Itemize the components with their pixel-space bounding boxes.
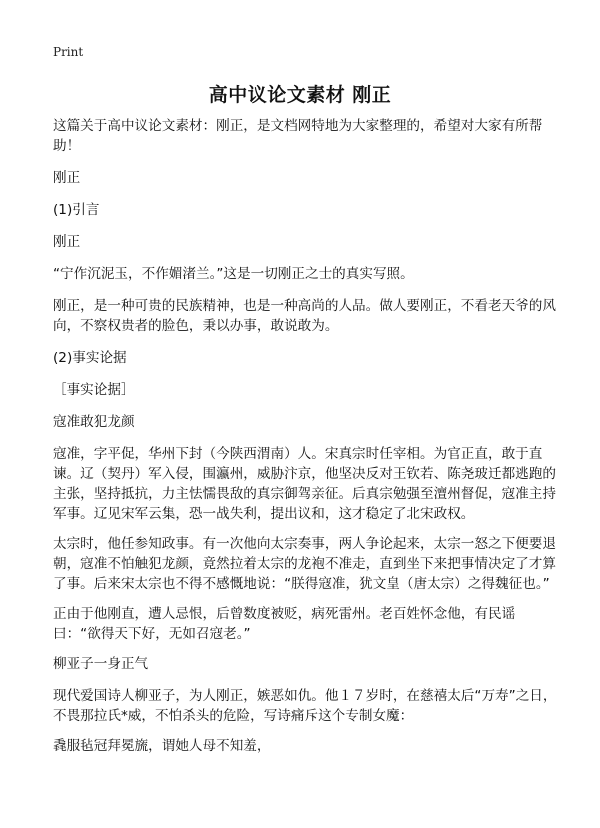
document-body: [53, 116, 558, 768]
subheading-kouzhun: 寇准敢犯龙颜: [53, 414, 135, 430]
section-heading-facts: (2)事实论据: [53, 350, 127, 366]
topic-heading: 刚正: [53, 170, 81, 186]
body-paragraph: 正由于他刚直，遭人忌恨，后曾数度被贬，病死雷州。老百姓怀念他，有民谣曰：“欲得天下好，无如召寇老。”: [53, 606, 516, 642]
page-title: 高中议论文素材 刚正: [208, 84, 392, 106]
topic-heading: 刚正: [53, 234, 81, 250]
body-paragraph: 现代爱国诗人柳亚子，为人刚正，嫉恶如仇。他１７岁时，在慈禧太后“万寿”之日，不畏那拉氏*威，不怕杀头的危险，写诗痛斥这个专制女魔：: [53, 688, 557, 724]
bracket-heading: ［事实论据］: [53, 382, 135, 398]
body-paragraph: 寇准，字平促，华州下封（今陕西渭南）人。宋真宗时任宰相。为官正直，敢于直谏。辽（契丹）军入侵，围瀛州，威胁汴京，他坚决反对王钦若、陈尧玻迁都逃跑的主张，坚持抵抗，力主怯懦畏敌的真宗御驾亲征。后真宗勉强至澶州督促，寇准主持军事。辽见宋军云集，恐一战失利，提出议和，这才稳定了北宋政权。: [53, 446, 556, 522]
poem-line: 毳服毡冠拜冕旒，谓她人母不知羞，: [53, 738, 271, 754]
body-paragraph: 太宗时，他任参知政事。有一次他向太宗奏事，两人争论起来，太宗一怒之下便要退朝，寇准不怕触犯龙颜，竟然拉着太宗的龙袍不准走，直到坐下来把事情决定了才算了事。后来宋太宗也不得不感慨地说：“朕得寇准，犹文皇（唐太宗）之得魏征也。”: [53, 536, 556, 592]
definition-paragraph: 刚正，是一种可贵的民族精神，也是一种高尚的人品。做人要刚正，不看老天爷的风向，不察权贵者的脸色，秉以办事，敢说敢为。: [53, 298, 556, 334]
quote-paragraph: “宁作沉泥玉，不作媚渚兰。”这是一切刚正之士的真实写照。: [53, 266, 414, 282]
subheading-liuyazi: 柳亚子一身正气: [53, 656, 149, 672]
section-heading-intro: (1)引言: [53, 202, 100, 218]
print-label: Print: [53, 45, 84, 59]
intro-paragraph: 这篇关于高中议论文素材：刚正，是文档网特地为大家整理的，希望对大家有所帮助！: [53, 118, 543, 154]
